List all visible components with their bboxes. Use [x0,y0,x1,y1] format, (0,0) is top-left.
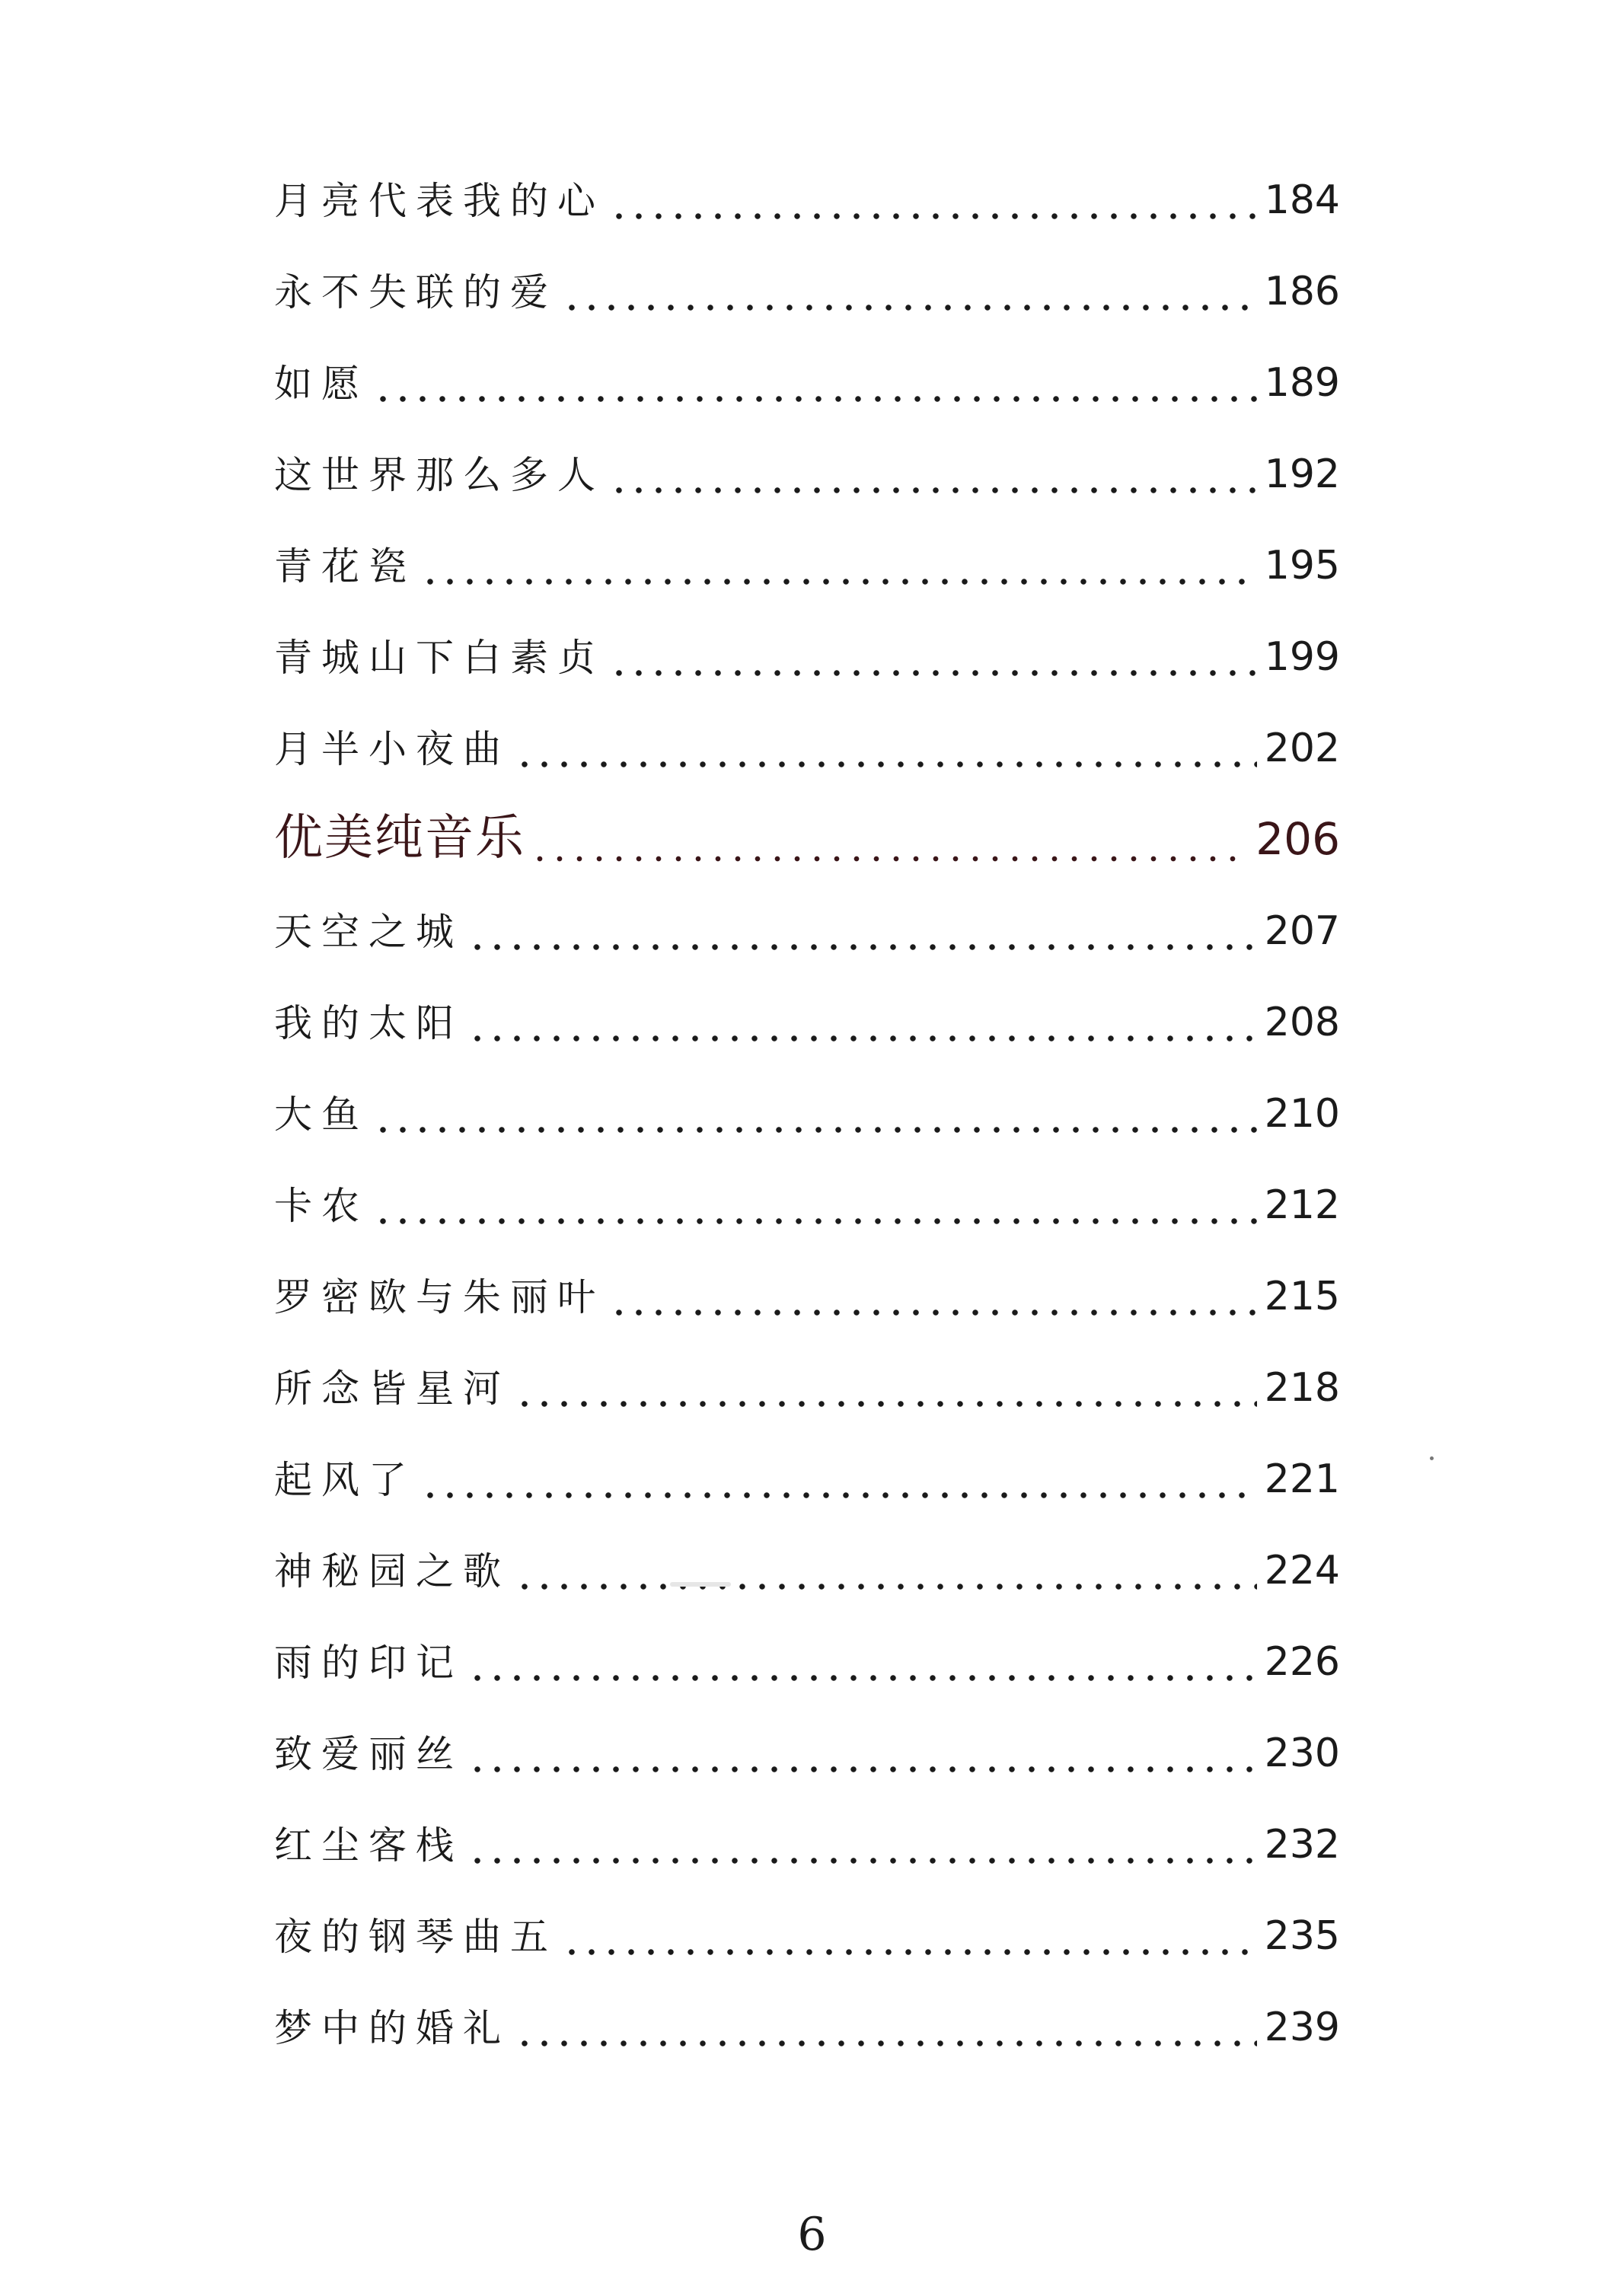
toc-dot-leader [373,1217,1257,1225]
toc-entry [274,1246,1340,1338]
toc-entry-page-number: 232 [1264,1822,1340,1868]
toc-entry [274,150,1340,241]
toc-entry-page-number: 215 [1264,1274,1340,1319]
toc-entry-title: 夜的钢琴曲五 [274,1915,557,1959]
toc-entry-title: 青花瓷 [274,544,416,589]
toc-dot-leader [373,395,1257,403]
scan-smudge [670,1582,731,1587]
toc-entry [274,1703,1340,1794]
toc-section-heading [274,790,1340,881]
toc-entry [274,1977,1340,2069]
toc-entry-page-number: 239 [1264,2005,1340,2050]
toc-entry-title: 月半小夜曲 [274,727,510,771]
toc-dot-leader [515,2040,1257,2047]
toc-entry-page-number: 235 [1264,1913,1340,1959]
toc-entry [274,1520,1340,1612]
toc-entry-page-number: 184 [1264,177,1340,223]
toc-entry-page-number: 189 [1264,360,1340,406]
toc-entry [274,698,1340,790]
toc-dot-leader [562,1948,1257,1956]
toc-entry-page-number: 230 [1264,1731,1340,1776]
toc-entry-title: 天空之城 [274,910,463,954]
toc-entry-title: 神秘园之歌 [274,1549,510,1593]
toc-dot-leader [515,1583,1257,1590]
scan-speck [1430,1456,1434,1460]
toc-entry [274,1155,1340,1246]
toc-entry [274,972,1340,1064]
toc-entry-page-number: 186 [1264,269,1340,314]
toc-entry-page-number: 195 [1264,543,1340,589]
toc-entry-title: 我的太阳 [274,1001,463,1045]
toc-entry-title: 月亮代表我的心 [274,179,605,223]
toc-dot-leader [515,1400,1257,1408]
toc-entry-title: 这世界那么多人 [274,453,605,497]
toc-dot-leader [467,1857,1257,1865]
toc-entry [274,515,1340,607]
toc-entry-page-number: 208 [1264,1000,1340,1045]
toc-section-page-number: 206 [1255,813,1340,865]
toc-entry [274,1794,1340,1886]
toc-entry-page-number: 218 [1264,1365,1340,1411]
toc-dot-leader [420,578,1257,585]
toc-entry-page-number: 224 [1264,1548,1340,1593]
toc-dot-leader [373,1126,1257,1134]
toc-dot-leader [609,669,1257,677]
toc-entry-page-number: 202 [1264,726,1340,771]
toc-entry [274,1612,1340,1703]
toc-entry-title: 永不失联的爱 [274,270,557,314]
toc-entry-title: 如愿 [274,362,369,406]
toc-entry-page-number: 210 [1264,1091,1340,1137]
toc-entry-page-number: 192 [1264,451,1340,497]
toc-entry-title: 所念皆星河 [274,1367,510,1411]
toc-entry [274,1064,1340,1155]
toc-entry [274,333,1340,424]
toc-entry-page-number: 212 [1264,1182,1340,1228]
toc-dot-leader [467,1674,1257,1682]
toc-entry-title: 罗密欧与朱丽叶 [274,1275,605,1319]
toc-dot-leader [467,1766,1257,1773]
toc-entry [274,241,1340,333]
toc-entry-page-number: 199 [1264,634,1340,680]
toc-entry-page-number: 207 [1264,908,1340,954]
toc-entry [274,1338,1340,1429]
toc-entry-title: 红尘客栈 [274,1823,463,1868]
table-of-contents [274,150,1340,2069]
toc-dot-leader [467,1035,1257,1042]
toc-section-title: 优美纯音乐 [274,810,525,866]
toc-dot-leader [515,761,1257,768]
page-number: 6 [797,2208,827,2261]
toc-entry [274,607,1340,698]
toc-dot-leader [609,1309,1257,1316]
toc-entry [274,424,1340,515]
toc-entry-page-number: 226 [1264,1639,1340,1685]
toc-entry [274,881,1340,972]
toc-dot-leader [609,212,1257,220]
toc-entry-title: 大鱼 [274,1093,369,1137]
toc-entry-page-number: 221 [1264,1456,1340,1502]
toc-entry-title: 致爱丽丝 [274,1732,463,1776]
toc-entry [274,1429,1340,1520]
toc-dot-leader [420,1491,1257,1499]
toc-entry-title: 青城山下白素贞 [274,636,605,680]
toc-entry-title: 梦中的婚礼 [274,2006,510,2050]
toc-dot-leader [562,304,1257,311]
toc-entry-title: 卡农 [274,1184,369,1228]
toc-dot-leader [530,855,1248,863]
toc-entry [274,1886,1340,1977]
toc-dot-leader [609,486,1257,494]
toc-entry-title: 雨的印记 [274,1641,463,1685]
toc-entry-title: 起风了 [274,1458,416,1502]
toc-dot-leader [467,943,1257,951]
